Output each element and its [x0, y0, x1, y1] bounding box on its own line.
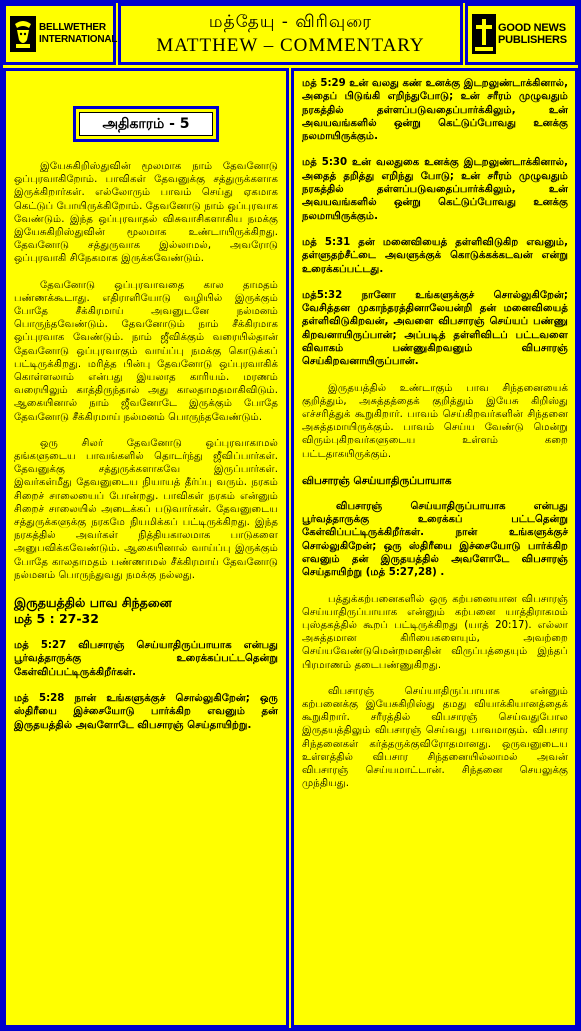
goodnews-logo-line1: GOOD NEWS	[498, 22, 566, 34]
goodnews-logo-box	[465, 3, 578, 65]
commentary-paragraph-3: விபசாரஞ் செய்யாதிருப்பாயாக என்னும் கற்பனைக்கு இயேசுகிறிஸ்து தமது வியாக்கியானத்தைக் கூறுகிறார். சரீரத்தில் விபசாரஞ் செய்வதுபோல இருதயத்திலும் விபசாரஞ் செய்வது பாவமாகும். விபசார சிந்தனைகள் கர்த்தருக்குவிரோதமானது. ஒருவனுடைய உள்ளத்தில் விபசார சிந்தனையில்லாமல் அவன் விபசாரஞ் செய்யமாட்டான். சிந்தனை செயலுக்கு முந்தியது.	[302, 685, 568, 790]
verse-5-30: மத் 5:30 உன் வலதுகை உனக்கு இடறலுண்டாக்கினால், அதைத் தறித்து எறிந்து போடு; உன் சரீரம் முழுவதும் நரகத்தில் தள்ளப்படுவதைப்பார்க்கிலும், உன் அவயவங்களில் ஒன்று கெட்டுப்போவது உனக்கு நலமாயிருக்கும்.	[302, 157, 568, 222]
intro-paragraph-2: தேவனோடு ஒப்புரவாவதை கால தாமதம் பண்ணக்கூடாது. எதிராளியோடு வழியில் இருக்கும் போதே சீக்கிரமாய் அவனுடனே நல்மனம் பொருந்தவேண்டும். தேவனோடும் நாம் சீக்கிரமாக ஒப்புரவாக வேண்டும். நாம் ஜீவிக்கும் வரையில்தான் தேவனோடு ஒப்புரவாகும் வாய்ப்பு நமக்கு கொடுக்கப் பட்டிருக்கிறது. மரித்த பின்பு தேவனோடு ஒப்புரவாகிக் கொள்ளலாம் என்பது இயலாத காரியம். மரணம் வரையிலும் காத்திருந்தால் அது காலதாமதமாகிவிடும். ஆகையினால் நாம் ஜீவனோடே இருக்கும் போதே தேவனோடு சீக்கிரமாய் நல்மனம் பொருந்தவேண்டும்.	[14, 279, 278, 423]
goodnews-logo-text	[498, 22, 567, 46]
verse-5-29: மத் 5:29 உன் வலது கண் உனக்கு இடறலுண்டாக்கினால், அதைப் பிடுங்கி எறிந்துபோடு; உன் சரீரம் முழுவதும் நரகத்தில் தள்ளப்படுவதைப்பார்க்கிலும், உன் அவயவங்களில் ஒன்று கெட்டுப்போவது உனக்கு நலமாயிருக்கும்.	[302, 78, 568, 143]
intro-paragraph-1: இயேசுகிறிஸ்துவின் மூலமாக நாம் தேவனோடு ஒப்புரவாகிறோம். பாவிகள் தேவனுக்கு சத்துருக்களாக இருக்கிறார்கள். எல்லோரும் பாவம் செய்து ஏகமாக கெட்டுப் போயிருக்கிறோம். தேவனோடு நாம் ஒப்புரவாக வேண்டும். இந்த ஒப்புரவாதல் விசுவாசிகளாகிய நமக்கு இயேசுகிறிஸ்துவின் மூலமாக உண்டாயிருக்கிறது. தேவனோடு சத்துருவாக இல்லாமல், அவரோடு ஒப்புரவாகி சிநேகமாக இருக்கவேண்டும்.	[14, 161, 278, 265]
right-column	[291, 68, 578, 1028]
quoted-verses-5-27-28: விபசாரஞ் செய்யாதிருப்பாயாக என்பது பூர்வத்தாருக்கு உரைக்கப் பட்டதென்று கேள்விப்பட்டிருக்கிறீர்கள். நான் உங்களுக்குச் சொல்லுகிறேன்; ஒரு ஸ்திரீயை இச்சையோடு பார்க்கிற எவனும் தன் இருதயத்தில் அவளோடே விபசாரஞ் செய்தாயிற்று (மத் 5:27,28) .	[302, 500, 568, 579]
bellwether-logo	[6, 6, 118, 62]
verse-5-27: மத் 5:27 விபசாரஞ் செய்யாதிருப்பாயாக என்பது பூர்வத்தாருக்கு உரைக்கப்பட்டதென்று கேள்விப்பட்டிருக்கிறீர்கள்.	[14, 640, 278, 678]
title-tamil: மத்தேயு - விரிவுரை	[208, 12, 373, 32]
chapter-heading-box	[73, 106, 218, 142]
goodnews-emblem-icon	[472, 14, 496, 54]
section-title: இருதயத்தில் பாவ சிந்தனை	[14, 595, 172, 611]
bellwether-logo-line1: BELLWETHER	[39, 22, 106, 33]
chapter-heading-wrap	[14, 106, 278, 142]
subheading-adultery: விபசாரஞ் செய்யாதிருப்பாயாக	[302, 474, 452, 487]
goodnews-logo	[468, 6, 575, 62]
bellwether-logo-box	[3, 3, 116, 65]
verse-5-32: மத்5:32 நானோ உங்களுக்குச் சொல்லுகிறேன்; வேசித்தன முகாந்தரத்தினாலேயன்றி தன் மனைவியைத் தள்ளிவிடுகிறவன், அவளை விபசாரஞ் செய்யப் பண்ணு கிறவனாயிருப்பான்; அப்படித் தள்ளிவிடப் பட்டவளை விவாகம் பண்ணுகிறவனும் விபசாரஞ் செய்கிறவனாயிருப்பான்.	[302, 289, 568, 368]
verse-5-28: மத் 5:28 நான் உங்களுக்குச் சொல்லுகிறேன்; ஒரு ஸ்திரீயை இச்சையோடு பார்க்கிற எவனும் தன் இருதயத்தில் அவளோடே விபசாரஞ் செய்தாயிற்று.	[14, 692, 278, 731]
title-box	[118, 3, 463, 65]
left-column	[3, 68, 289, 1028]
commentary-paragraph-1: இருதயத்தில் உண்டாகும் பாவ சிந்தனையைக் குறித்தும், அசுத்தத்தைக் குறித்தும் இயேசு கிறிஸ்து எச்சரித்துக் கூறுகிறார். பாவம் செய்கிறவர்களின் சிந்தனை அசுத்தமாயிருக்கும். பாவம் செய்ய வேண்டு மென்று விரும்புகிறவர்களுடைய உள்ளம் கறை பட்டதாகயிருக்கும்.	[302, 382, 568, 460]
verse-5-31: மத் 5:31 தன் மனைவியைத் தள்ளிவிடுகிற எவனும், தள்ளுதற்சீட்டை அவளுக்குக் கொடுக்கக்கடவன் என்று உரைக்கப்பட்டது.	[302, 236, 568, 275]
commentary-paragraph-2: பத்துக்கற்பனைகளில் ஒரு கற்பனையான விபசாரஞ் செய்யாதிருப்பாயாக என்னும் கற்பனை யாத்திராகமம் புஸ்தகத்தில் கூறப் பட்டிருக்கிறது (யாத் 20:17). எல்லா அசுத்தமான கிரியைகளையும், அவற்றை செய்யவேண்டுமென்றமனதின் விருப்பத்தையும் இந்தப் பிரமாணம் தடைபண்ணுகிறது.	[302, 593, 568, 671]
goodnews-logo-line2: PUBLISHERS	[498, 34, 567, 46]
bellwether-logo-line2: INTERNATIONAL	[39, 34, 118, 45]
bellwether-logo-text	[39, 22, 117, 46]
section-reference: மத் 5 : 27-32	[14, 611, 99, 627]
chapter-heading: அதிகாரம் - 5	[79, 112, 212, 136]
intro-paragraph-3: ஒரு சிலர் தேவனோடு ஒப்புரவாகாமல் தங்களுடைய பாவங்களில் தொடர்ந்து ஜீவிப்பார்கள். தேவனுக்கு சத்துருக்களாகவே இருப்பார்கள். இவர்கள்மீது தேவனுடைய நியாயத் தீர்ப்பு வரும். நரகம் சிறைச் சாலையைப் போன்றது. பாவிகள் நரகம் என்னும் சிறைச் சாலையில் அடைக்கப் படுவார்கள். தேவனுடைய சத்துருக்களுக்கு நரகமே நியமிக்கப் பட்டிருக்கிறது. இந்த நரகத்தில் அவர்கள் நித்தியகாலமாக பாடுகளை அனுபவிக்கவேண்டும். ஆகையினால் வாய்ப்பு இருக்கும் போதே காலதாமதம் பண்ணாமல் சீக்கிரமாய் தேவனோடு நல்மனம் பொருந்துவது நமக்கு நல்லது.	[14, 437, 278, 581]
page-header	[0, 0, 581, 68]
bellwether-ram-icon	[10, 16, 36, 52]
title-english: MATTHEW – COMMENTARY	[156, 35, 425, 56]
